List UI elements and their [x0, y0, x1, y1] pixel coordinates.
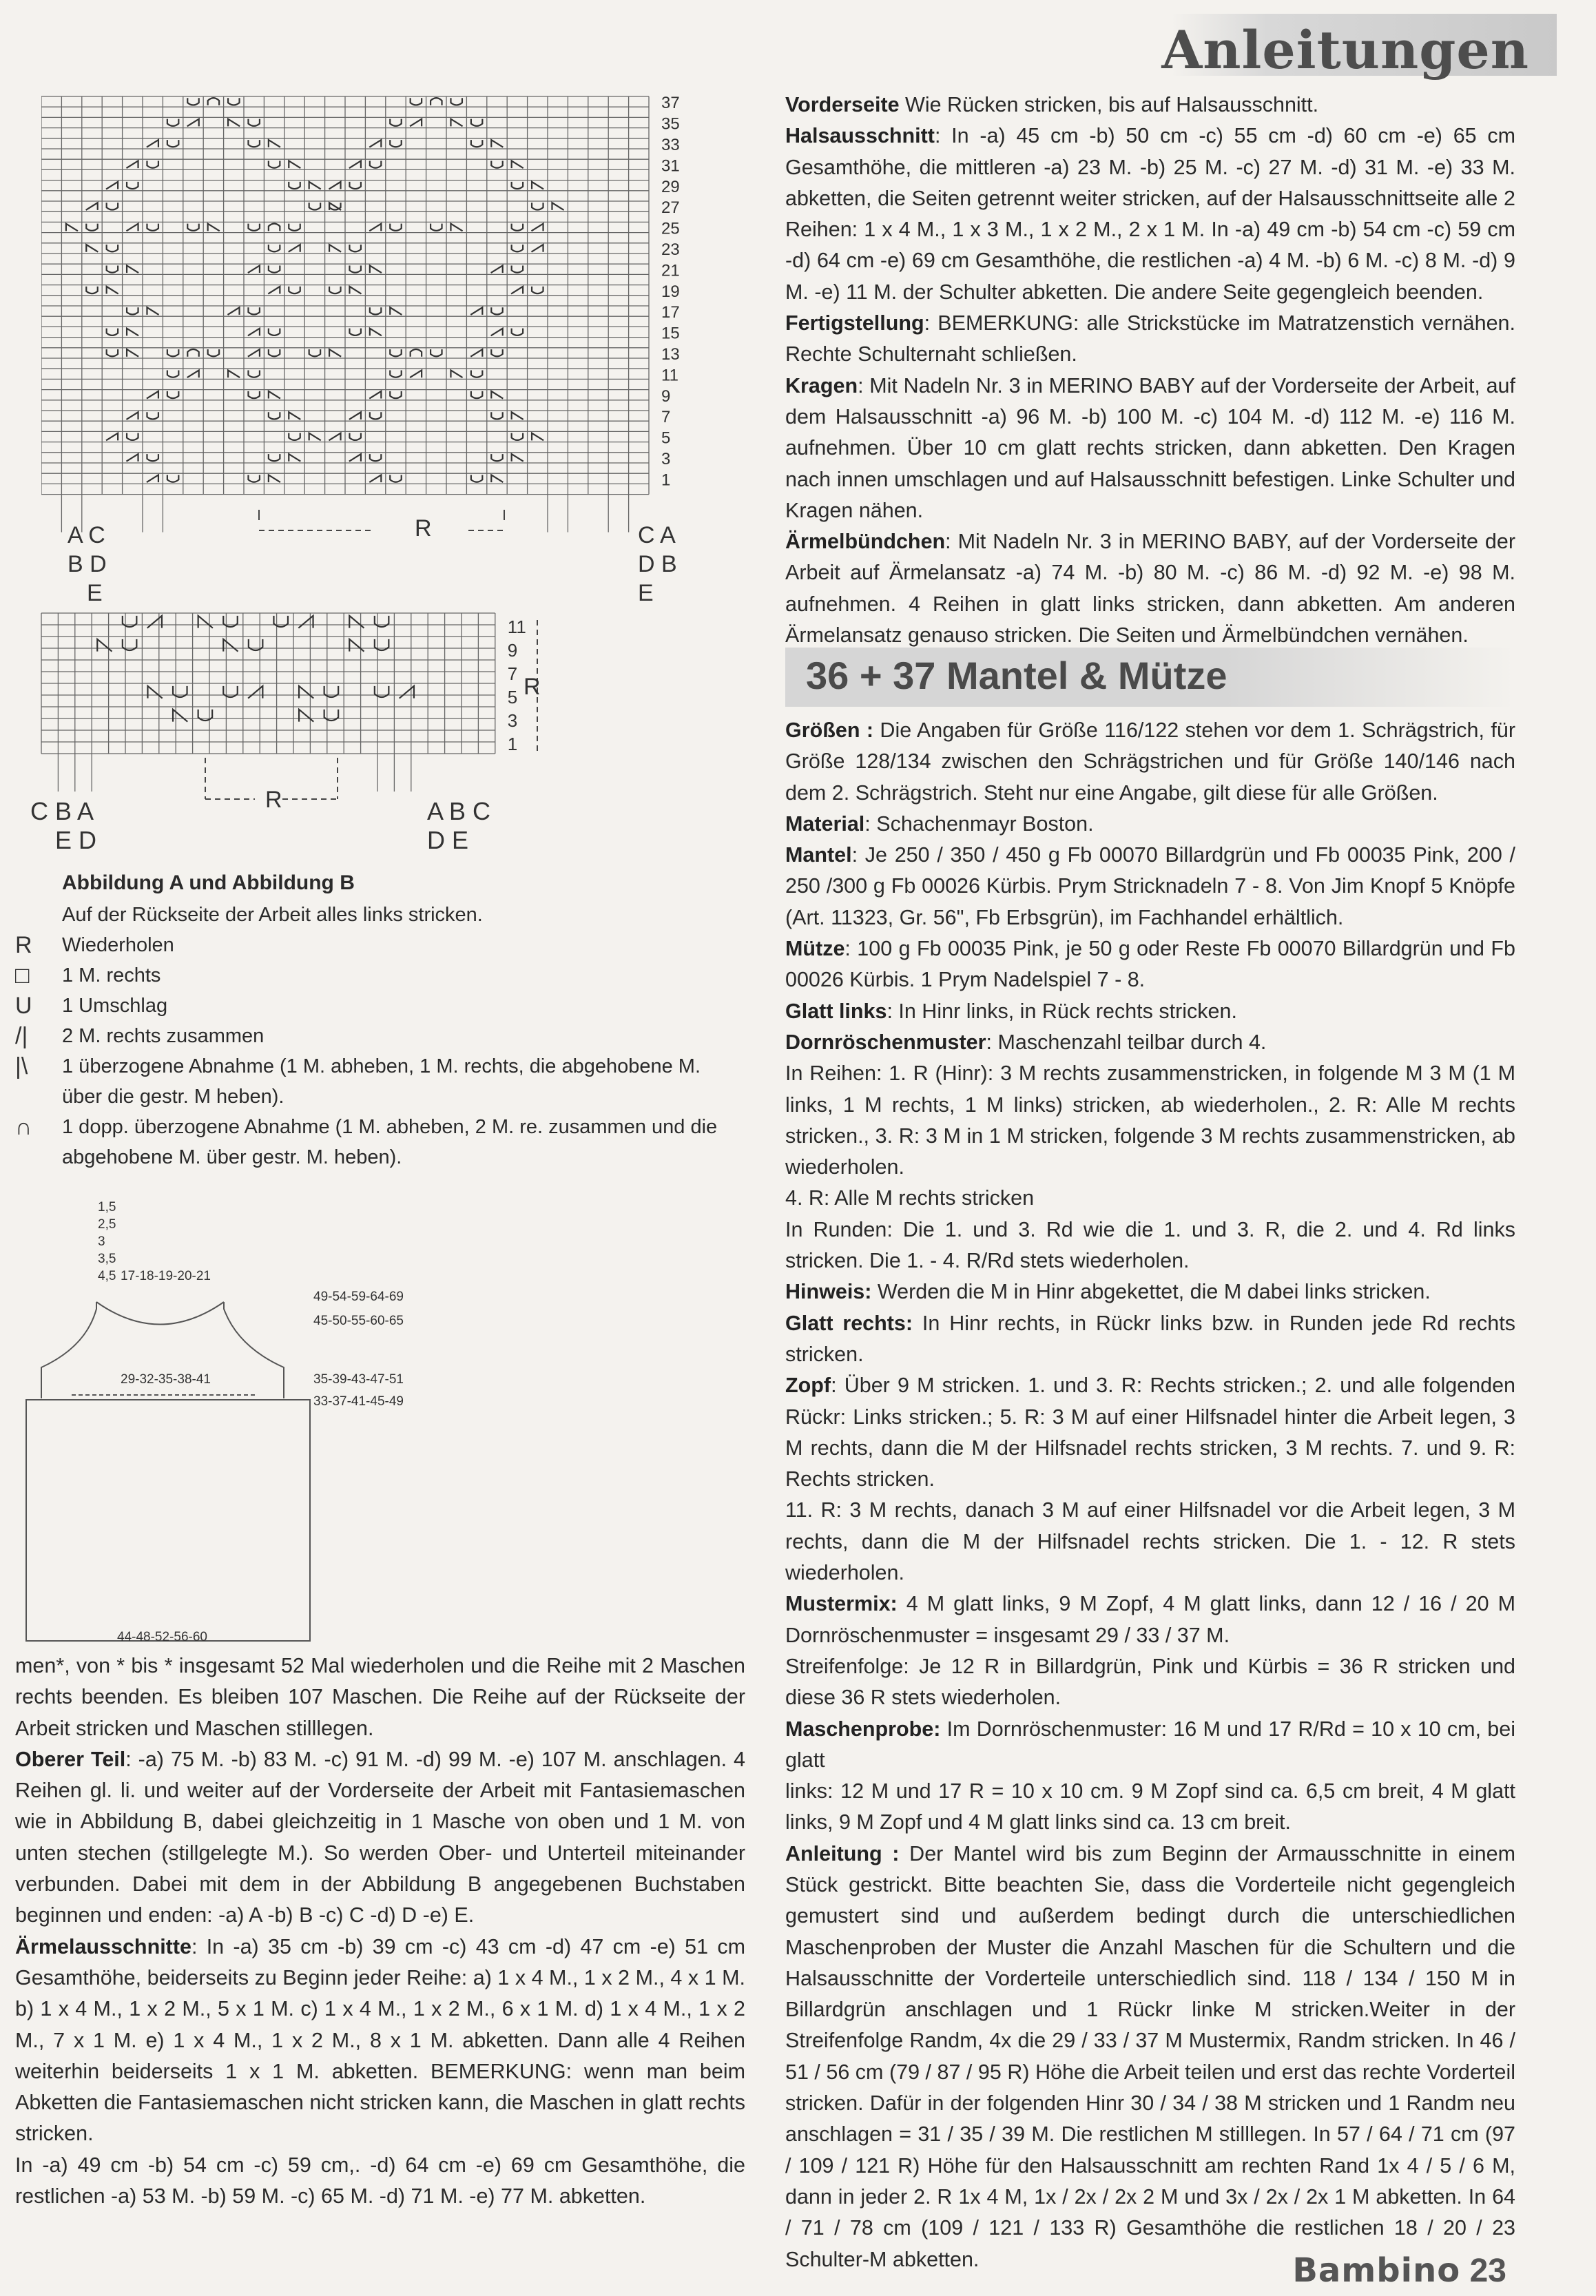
chart-a-row-number: 19: [661, 282, 680, 301]
k2tog-icon: [147, 616, 162, 628]
skp-icon: [223, 639, 238, 652]
yarn-over-icon: [390, 119, 401, 126]
chart-b-row-number: 7: [507, 663, 518, 684]
page-number: 23: [1469, 2253, 1506, 2289]
k2tog-icon: [470, 349, 482, 357]
chart-a-row-number: 9: [661, 386, 671, 406]
yarn-over-icon: [309, 203, 320, 209]
yarn-over-icon: [86, 224, 97, 231]
yarn-over-icon: [269, 265, 280, 272]
legend-item: R Wiederholen: [15, 930, 745, 960]
chart-a-row-number: 25: [661, 219, 680, 238]
k2tog-icon: [126, 224, 138, 231]
schematic-measure: 29-32-35-38-41: [121, 1372, 211, 1387]
k2tog-icon: [369, 140, 381, 147]
yarn-over-icon: [147, 224, 158, 231]
skp-icon: [208, 224, 220, 231]
skp-icon: [289, 412, 300, 420]
skp-icon: [66, 224, 78, 231]
yarn-over-icon: [349, 245, 360, 251]
schematic-neckline: [96, 1302, 224, 1325]
double-decrease-icon: [411, 349, 422, 357]
paragraph: Ärmelbündchen: Mit Nadeln Nr. 3 in MERINO BABY, auf der Vorderseite der Arbeit auf Ärmelansatz -a) 74 M. -b) 80 M. -c) 86 M. -d) 92 M. -e) 98 M. aufnehmen. 4 Reihen in glatt links stricken, dann abketten. Am anderen Ärmelansatz genauso stricken. Die Seiten und Ärmelbündchen vernähen.: [785, 530, 1515, 648]
yarn-over-icon: [127, 433, 138, 440]
chart-b-grid: [41, 613, 495, 792]
k2tog-icon: [298, 616, 313, 628]
yarn-over-icon: [208, 349, 219, 356]
k2tog-icon: [349, 161, 361, 168]
k2tog-icon: [126, 412, 138, 420]
k2tog-icon: [187, 370, 199, 378]
paragraph: Mustermix: 4 M glatt links, 9 M Zopf, 4 M glatt links, dann 12 / 16 / 20 M Dornröschenmuster = insgesamt 29 / 33 / 37 M.: [785, 1592, 1515, 1647]
paragraph: In -a) 49 cm -b) 54 cm -c) 59 cm,. -d) 64 cm -e) 69 cm Gesamthöhe, die restlichen -a) 53 M. -b) 59 M. -c) 65 M. -d) 71 M. -e) 77 M. abketten.: [15, 2153, 745, 2209]
skp-icon: [289, 454, 300, 462]
yarn-over-icon: [390, 349, 401, 356]
chart-a-row-number: 15: [661, 324, 680, 343]
chart-a-row-number: 33: [661, 136, 680, 154]
paragraph: Dornröschenmuster: Maschenzahl teilbar durch 4.: [785, 1030, 1267, 1054]
double-decrease-icon: [208, 98, 219, 105]
k2tog-icon: [470, 307, 482, 315]
skp-icon: [450, 119, 462, 127]
paragraph: Maschenprobe: Im Dornröschenmuster: 16 M und 17 R/Rd = 10 x 10 cm, bei glatt: [785, 1717, 1515, 1772]
k2tog-icon: [106, 182, 118, 189]
k2tog-icon: [329, 433, 340, 441]
chart-b-letters-left-1: C B A: [30, 797, 94, 825]
yarn-over-icon: [512, 433, 523, 440]
yarn-over-icon: [248, 391, 259, 398]
skp-icon: [491, 475, 503, 482]
paragraph: Mütze: 100 g Fb 00035 Pink, je 50 g oder Reste Fb 00070 Billardgrün und Fb 00026 Kürbis. 1 Prym Nadelspiel 7 - 8.: [785, 937, 1515, 992]
skp-icon: [349, 639, 364, 652]
yarn-over-icon: [107, 245, 118, 251]
yarn-over-icon: [127, 307, 138, 314]
skp-icon: [349, 287, 361, 294]
page-header-band: [1161, 14, 1557, 81]
schematic-measure: 35-39-43-47-51: [313, 1372, 404, 1387]
paragraph: In Runden: Die 1. und 3. Rd wie die 1. und 3. R, die 2. und 4. Rd links stricken. Die 1. - 4. R/Rd stets wiederholen.: [785, 1217, 1515, 1273]
chart-b-repeat-label: R: [265, 787, 282, 813]
yarn-over-icon: [228, 98, 239, 105]
right-column-bottom-text: [785, 715, 1515, 2275]
paragraph: In Reihen: 1. R (Hinr): 3 M rechts zusammenstricken, in folgende M 3 M (1 M links, 1 M rechts, 1 M links) stricken, ab wiederholen., 2. R: Alle M rechts stricken., 3. R: 3 M in 1 M stricken, folgende 3 M rechts zusammenstricken, ab wiederholen.: [785, 1062, 1515, 1179]
chart-b-letters-left-2: E D: [55, 826, 97, 854]
paragraph: 11. R: 3 M rechts, danach 3 M auf einer Hilfsnadel vor die Arbeit legen, 3 M rechts, dann die M der Hilfsnadel rechts stricken. Die 1. - 12. R stets wiederholen.: [785, 1498, 1515, 1585]
double-decrease-icon: [431, 98, 442, 105]
chart-a-row-number: 13: [661, 345, 680, 364]
page-header-title: Anleitungen: [1161, 19, 1529, 81]
yarn-over-icon: [512, 224, 523, 231]
schematic-measure: 3: [98, 1234, 105, 1249]
k2tog-icon: [268, 287, 280, 294]
chart-a-repeat-label: R: [415, 515, 432, 541]
skp-icon: [370, 265, 382, 273]
paragraph: Glatt rechts: In Hinr rechts, in Rückr links bzw. in Runden jede Rd rechts stricken.: [785, 1311, 1515, 1366]
repeat-symbol-icon: R: [15, 932, 32, 958]
yarn-over-icon: [512, 182, 523, 189]
schematic-measure: 49-54-59-64-69: [313, 1290, 404, 1304]
yarn-over-icon: [248, 140, 259, 147]
chart-b-letters-right-2: D E: [427, 826, 469, 854]
skp-icon: [147, 686, 162, 699]
chart-a-row-number: 7: [661, 408, 671, 427]
schematic-measure: 1,5: [98, 1200, 116, 1214]
skp-icon: [450, 224, 462, 231]
legend-item: U 1 Umschlag: [15, 991, 745, 1021]
k2tog-icon: [187, 119, 199, 127]
skp-icon: [198, 616, 213, 628]
yarn-over-icon: [491, 349, 502, 356]
chart-a-row-number: 21: [661, 261, 680, 280]
k2tog-icon: [410, 370, 422, 378]
chart-a-row-number: 5: [661, 428, 671, 448]
k2tog-icon: [531, 224, 543, 231]
chart-b-side-repeat-label: R: [524, 674, 541, 700]
section-heading-band: [785, 648, 1515, 707]
paragraph: Streifenfolge: Je 12 R in Billardgrün, Pink und Kürbis = 36 R stricken und diese 36 R stets wiederholen.: [785, 1654, 1515, 1710]
skp-icon: [269, 391, 280, 399]
skp-icon: [512, 161, 524, 168]
chart-b-row-number: 9: [507, 640, 518, 661]
yarn-over-icon: [390, 370, 401, 377]
paragraph: Vorderseite Wie Rücken stricken, bis auf Halsausschnitt.: [785, 93, 1319, 116]
yarn-over-icon: [491, 161, 502, 167]
chart-b-symbols: [97, 616, 414, 722]
yarn-over-icon: [248, 370, 259, 377]
yarn-over-icon: [471, 370, 482, 377]
chart-a-row-number: 35: [661, 114, 680, 134]
yarn-over-icon: [289, 182, 300, 189]
yarn-over-icon: [167, 475, 178, 482]
left-column-text: [15, 1651, 745, 2212]
yarn-over-icon: [349, 265, 360, 272]
paragraph: Ärmelausschnitte: In -a) 35 cm -b) 39 cm -c) 43 cm -d) 47 cm -e) 51 cm Gesamthöhe, beiderseits zu Beginn jeder Reihe: a) 1 x 4 M., 1 x 2 M., 4 x 1 M. b) 1 x 4 M., 1 x 2 M., 5 x 1 M. c) 1 x 4 M., 1 x 2 M., 6 x 1 M. d) 1 x 4 M., 1 x 2 M., 7 x 1 M. e) 1 x 4 M., 1 x 2 M., 8 x 1 M. abketten. Dann alle 4 Reihen weiterhin beiderseits 1 x 1 M. abketten. BEMERKUNG: wenn man beim Abketten die Fantasiemaschen nicht stricken kann, die Maschen in glatt rechts stricken.: [15, 1934, 745, 2146]
page-footer: [1292, 2251, 1506, 2290]
k2tog-icon: [126, 161, 138, 168]
yarn-over-icon: [370, 454, 381, 461]
chart-b-row-number: 3: [507, 710, 518, 731]
yarn-over-icon: [512, 245, 523, 251]
k2tog-icon: [126, 454, 138, 462]
yarn-over-icon: [491, 454, 502, 461]
yarn-over-icon: [390, 475, 401, 482]
skp-icon: [299, 710, 313, 722]
yarn-over-icon: [107, 203, 118, 209]
legend-item: □ 1 M. rechts: [15, 960, 745, 991]
skp-icon: [309, 182, 321, 189]
chart-b-row-number: 1: [507, 734, 518, 754]
k2tog-icon: [106, 433, 118, 441]
yarn-over-icon: [471, 140, 482, 147]
skp-icon: [491, 140, 503, 147]
schematic-measure: 44-48-52-56-60: [117, 1630, 207, 1644]
chart-a-row-number: 37: [661, 94, 680, 113]
skp-icon: [299, 686, 313, 699]
k2tog-icon: [329, 182, 340, 189]
paragraph: Mantel: Je 250 / 350 / 450 g Fb 00070 Billardgrün und Fb 00035 Pink, 200 / 250 /300 g Fb 00026 Kürbis. Prym Stricknadeln 7 - 8. Von Jim Knopf 5 Knöpfe (Art. 11323, Gr. 56", Fb Erbsgrün), im Fachhandel erhältlich.: [785, 843, 1515, 929]
chart-a-row-number: 3: [661, 450, 671, 468]
k2tog-icon: /|: [15, 1023, 28, 1049]
k2tog-icon: [248, 265, 260, 273]
yarn-over-icon: [127, 182, 138, 189]
paragraph: men*, von * bis * insgesamt 52 Mal wiederholen und die Reihe mit 2 Maschen rechts beenden. Es bleiben 107 Maschen. Die Reihe auf der Rückseite der Arbeit stricken und Maschen stilllegen.: [15, 1654, 745, 1740]
chart-a-letters-right-2: D B: [638, 551, 677, 577]
k2tog-icon: [86, 203, 98, 210]
legend-item: ∩ 1 dopp. überzogene Abnahme (1 M. abheben, 2 M. re. zusammen und die abgehobene M. über gestr. M. heben).: [15, 1112, 745, 1172]
k2tog-icon: [410, 119, 422, 127]
chart-a-letters-left-3: E: [87, 580, 103, 606]
yarn-over-icon: [86, 287, 97, 293]
skp-icon: [269, 475, 280, 482]
chart-b-row-number: 11: [507, 617, 526, 637]
knitting-chart-a: [41, 76, 716, 613]
k2tog-icon: [349, 454, 361, 462]
chart-a-row-numbers: [661, 94, 680, 489]
skp-icon: [127, 329, 138, 336]
yarn-over-icon: [289, 287, 300, 293]
paragraph: Material: Schachenmayr Boston.: [785, 811, 1094, 836]
yarn-over-icon: [167, 391, 178, 398]
double-decrease-icon: [269, 224, 280, 231]
skp-icon: [450, 370, 462, 378]
yarn-over-icon: [167, 349, 178, 356]
k2tog-icon: [289, 245, 300, 252]
garment-schematic: [14, 1199, 496, 1653]
magazine-brand: Bambino: [1292, 2251, 1461, 2290]
paragraph: Größen : Die Angaben für Größe 116/122 stehen vor dem 1. Schrägstrich, für Größe 128/134 zwischen den Schrägstrichen und für Größe 140/146 nach dem 2. Schrägstrich. Steht nur eine Angabe, gilt diese für alle Größen.: [785, 718, 1515, 805]
skp-icon: [228, 370, 240, 378]
double-decrease-icon: ∩: [15, 1114, 32, 1140]
schematic-measure: 3,5: [98, 1252, 116, 1266]
yarn-over-icon: [329, 287, 340, 293]
skp-icon: [97, 639, 112, 652]
chart-a-row-number: 1: [661, 470, 671, 490]
k2tog-icon: [248, 686, 262, 699]
skp-icon: [107, 287, 118, 294]
yarn-over-icon: [532, 203, 543, 209]
paragraph: 4. R: Alle M rechts stricken: [785, 1186, 1035, 1210]
chart-a-row-number: 17: [661, 303, 680, 322]
schematic-measure: 4,5: [98, 1269, 116, 1283]
k2tog-icon: [400, 686, 414, 699]
yarn-over-icon: [147, 454, 158, 461]
skp-icon: [390, 307, 402, 315]
yarn-over-icon: [167, 119, 178, 126]
paragraph: links: 12 M und 17 R = 10 x 10 cm. 9 M Zopf sind ca. 6,5 cm breit, 4 M glatt links, 9 M Zopf und 4 M glatt links sind ca. 13 cm breit.: [785, 1779, 1515, 1834]
yarn-over-icon: [370, 412, 381, 419]
yarn-over-icon: [269, 349, 280, 356]
yarn-over-icon: [248, 475, 259, 482]
k2tog-icon: [369, 391, 381, 399]
yarn-over-icon: [107, 349, 118, 356]
yarn-over-icon: [248, 119, 259, 126]
paragraph: Hinweis: Werden die M in Hinr abgekettet, die M dabei links stricken.: [785, 1280, 1431, 1304]
yarn-over-icon: [269, 329, 280, 335]
skp-icon: [512, 454, 524, 462]
yarn-over-icon: [431, 224, 442, 231]
paragraph: Kragen: Mit Nadeln Nr. 3 in MERINO BABY auf der Vorderseite der Arbeit, auf dem Halsausschnitt -a) 96 M. -b) 100 M. -c) 104 M. -d) 112 M. -e) 116 M. aufnehmen. Über 10 cm glatt rechts stricken, dann abketten. Den Kragen nach innen umschlagen und auf Halsausschnitt befestigen. Linke Schulter und Kragen nähen.: [785, 373, 1515, 522]
section-heading: 36 + 37 Mantel & Mütze: [806, 654, 1227, 697]
chart-a-row-number: 11: [661, 366, 678, 385]
yarn-over-icon: [269, 454, 280, 461]
yarn-over-icon: [512, 329, 523, 335]
skp-icon: [127, 349, 138, 357]
skp-icon: [370, 329, 382, 336]
skp-icon: [289, 161, 300, 168]
yarn-over-icon: [167, 370, 178, 377]
yarn-over-icon: [187, 224, 198, 231]
skp-icon: [532, 182, 543, 189]
yarn-over-icon: [491, 307, 502, 314]
right-column-top-text: [785, 90, 1515, 651]
chart-legend: [15, 868, 745, 1172]
paragraph: Fertigstellung: BEMERKUNG: alle Strickstücke im Matratzenstich vernähen. Rechte Schulternaht schließen.: [785, 311, 1515, 366]
skp-icon: |\: [15, 1053, 28, 1079]
yarn-over-icon: [390, 391, 401, 398]
yarn-over-icon: [349, 433, 360, 440]
yarn-over-icon: [349, 329, 360, 335]
skp-icon: [147, 307, 158, 315]
schematic-measure: 17-18-19-20-21: [121, 1269, 211, 1283]
yarn-over-icon: [147, 161, 158, 167]
yarn-over-icon: [411, 98, 422, 105]
yarn-over-icon: U: [15, 993, 32, 1019]
chart-a-symbols: [66, 98, 564, 482]
knit-square-icon: □: [15, 962, 30, 989]
chart-b-row-number: 5: [507, 687, 518, 707]
skp-icon: [552, 203, 563, 210]
yarn-over-icon: [532, 287, 543, 293]
skp-icon: [269, 140, 280, 147]
yarn-over-icon: [431, 349, 442, 356]
k2tog-icon: [147, 140, 158, 147]
k2tog-icon: [491, 265, 503, 273]
yarn-over-icon: [269, 245, 280, 251]
yarn-over-icon: [248, 224, 259, 231]
yarn-over-icon: [471, 391, 482, 398]
yarn-over-icon: [512, 265, 523, 272]
skp-icon: [329, 349, 341, 357]
k2tog-icon: [369, 475, 381, 482]
yarn-over-icon: [107, 265, 118, 272]
yarn-over-icon: [289, 433, 300, 440]
chart-a-row-number: 23: [661, 240, 680, 259]
legend-intro: Auf der Rückseite der Arbeit alles links stricken.: [62, 904, 483, 926]
k2tog-icon: [349, 412, 361, 420]
yarn-over-icon: [107, 329, 118, 335]
chart-a-row-number: 31: [661, 156, 680, 176]
yarn-over-icon: [248, 307, 259, 314]
chart-a-row-number: 27: [661, 198, 680, 218]
yarn-over-icon: [370, 307, 381, 314]
yarn-over-icon: [390, 140, 401, 147]
yarn-over-icon: [147, 412, 158, 419]
skp-icon: [309, 433, 321, 441]
double-decrease-icon: [187, 349, 198, 357]
k2tog-icon: [248, 349, 260, 357]
paragraph: Glatt links: In Hinr links, in Rück rechts stricken.: [785, 999, 1237, 1023]
yarn-over-icon: [349, 182, 360, 189]
chart-a-letters-left-1: A C: [68, 522, 105, 548]
schematic-measure: 45-50-55-60-65: [313, 1314, 404, 1328]
yarn-over-icon: [167, 140, 178, 147]
yarn-over-icon: [471, 475, 482, 482]
schematic-body: [26, 1400, 310, 1641]
k2tog-icon: [227, 307, 239, 315]
skp-icon: [349, 616, 364, 628]
paragraph: Zopf: Über 9 M stricken. 1. und 3. R: Rechts stricken.; 2. und alle folgenden Rückr: Links stricken.; 5. R: 3 M auf einer Hilfsnadel hinter die Arbeit legen, 3 M rechts, dann die M der Hilfsnadel rechts stricken, 3 M rechts. 7. und 9. R: Rechts stricken.: [785, 1374, 1515, 1491]
k2tog-icon: [147, 391, 158, 399]
yarn-over-icon: [370, 161, 381, 167]
skp-icon: [491, 391, 503, 399]
yarn-over-icon: [289, 224, 300, 231]
skp-icon: [127, 265, 138, 273]
skp-icon: [532, 433, 543, 441]
schematic-measure: 33-37-41-45-49: [313, 1394, 404, 1409]
yarn-over-icon: [309, 349, 320, 356]
paragraph: Oberer Teil: -a) 75 M. -b) 83 M. -c) 91 M. -d) 99 M. -e) 107 M. anschlagen. 4 Reihen gl. li. und weiter auf der Vorderseite der Arbeit mit Fantasiemaschen wie in Abbildung B, dabei gleichzeitig in 1 Masche von oben und 1 M. von unten stechen (stillgelegte M.). So werden Ober- und Unterteil miteinander verbunden. Dabei mit dem in der Abbildung B angegebenen Buchstaben beginnen und enden: -a) A -b) B -c) C -d) D -e) E.: [15, 1747, 745, 1927]
yarn-over-icon: [187, 98, 198, 105]
knitting-chart-b: [21, 606, 585, 868]
skp-icon: [173, 710, 187, 722]
k2tog-icon: [147, 475, 158, 482]
chart-a-row-number: 29: [661, 177, 680, 196]
chart-a-letters-right-3: E: [638, 580, 654, 606]
skp-icon: [512, 412, 524, 420]
skp-icon: [86, 245, 98, 252]
k2tog-icon: [491, 329, 503, 336]
schematic-measure: 2,5: [98, 1217, 116, 1232]
legend-item: /| 2 M. rechts zusammen: [15, 1021, 745, 1051]
chart-a-letters-right-1: C A: [638, 522, 676, 548]
skp-icon: [329, 245, 341, 252]
yarn-over-icon: [450, 98, 462, 105]
yarn-over-icon: [269, 412, 280, 419]
paragraph: Anleitung : Der Mantel wird bis zum Beginn der Armausschnitte in einem Stück gestrickt. Bitte beachten Sie, dass die Vorderteile nicht gegengleich gemustert sind und außerdem bedingt durch die unterschiedlichen Maschenproben der Muster die Anzahl Maschen für die Schultern und die Halsausschnitte der Vorderteile unterschiedlich sind. 118 / 134 / 150 M in Billardgrün anschlagen und 1 Rückr linke M stricken.Weiter in der Streifenfolge Randm, 4x die 29 / 33 / 37 M Mustermix, Randm stricken. In 46 / 51 / 56 cm (79 / 87 / 95 R) Höhe die Arbeit teilen und erst das rechte Vorderteil stricken. Dafür in der folgenden Hinr 30 / 34 / 38 M stricken und 1 Randm neu anschlagen = 31 / 35 / 39 M. Die restlichen M stilllegen. In 57 / 64 / 71 cm (97 / 109 / 121 R) Höhe für den Halsausschnitt am rechten Rand 1x 4 / 5 / 6 M, dann in jeder 2. R 1x 4 M, 1x / 2x / 2x 2 M und 3x / 2x / 2x 1 M abketten. In 64 / 71 / 78 cm (109 / 121 / 133 R) Gesamthöhe die restlichen 18 / 20 / 23 Schulter-M abketten.: [785, 1841, 1515, 2271]
yarn-over-icon: [491, 412, 502, 419]
skp-icon: [228, 119, 240, 127]
k2tog-icon: [511, 287, 523, 294]
legend-item: |\ 1 überzogene Abnahme (1 M. abheben, 1 M. rechts, die abgehobene M. über die gestr. M heben).: [15, 1051, 745, 1112]
k2tog-icon: [531, 245, 543, 252]
k2tog-icon: [248, 329, 260, 336]
legend-title: Abbildung A und Abbildung B: [62, 871, 355, 894]
chart-b-letters-right-1: A B C: [427, 797, 491, 825]
chart-a-letters-left-2: B D: [68, 551, 107, 577]
yarn-over-icon: [471, 119, 482, 126]
yarn-over-icon: [269, 161, 280, 167]
yarn-over-icon: [390, 224, 401, 231]
paragraph: Halsausschnitt: In -a) 45 cm -b) 50 cm -c) 55 cm -d) 60 cm -e) 65 cm Gesamthöhe, die mittleren -a) 23 M. -b) 25 M. -c) 27 M. -d) 31 M. -e) 33 M. abketten, die Seiten getrennt weiter stricken, auf der Halsausschnittseite alle 2 Reihen: 1 x 4 M., 1 x 3 M., 1 x 2 M., 2 x 1 M. In -a) 49 cm -b) 54 cm -c) 59 cm -d) 64 cm -e) 69 cm Gesamthöhe, die restlichen -a) 4 M. -b) 6 M. -c) 8 M. -d) 9 M. -e) 11 M. der Schulter abketten. Die andere Seite gegengleich beenden.: [785, 124, 1515, 304]
k2tog-icon: [369, 224, 381, 231]
